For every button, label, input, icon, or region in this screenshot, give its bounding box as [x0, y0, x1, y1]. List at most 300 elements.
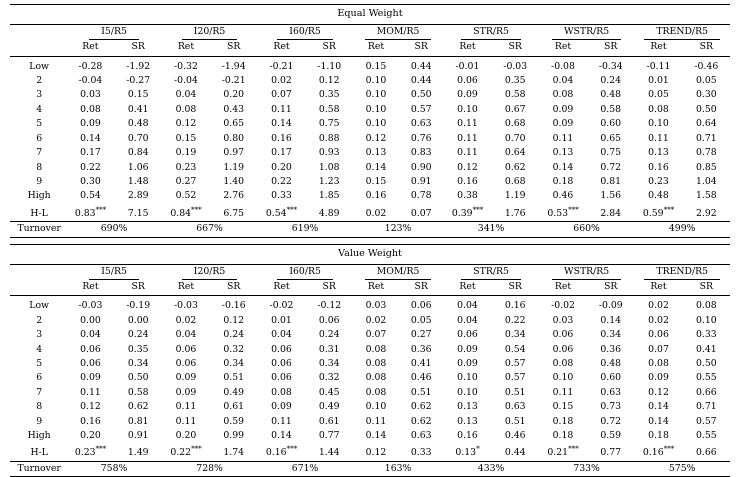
data-cell: 0.24	[600, 75, 622, 87]
group-momr5: MOM/R5	[353, 24, 443, 40]
data-cell: 0.35	[127, 343, 149, 355]
data-cell: 0.90	[410, 161, 432, 173]
data-cell: 0.24	[318, 329, 340, 341]
data-cell: 0.02	[271, 75, 292, 87]
data-cell: 0.16	[271, 132, 292, 144]
subheader-sr: SR	[587, 280, 634, 296]
group-trendr5: TREND/R5	[634, 24, 730, 40]
subheader-sr: SR	[492, 280, 539, 296]
subheader-sr: SR	[210, 280, 257, 296]
data-cell: 0.12	[365, 132, 387, 144]
group-i5r5: I5/R5	[66, 24, 162, 40]
data-cell: 0.50	[695, 357, 717, 369]
data-cell: 0.08	[552, 89, 574, 101]
data-cell: 0.64	[504, 147, 526, 159]
table-row	[10, 299, 730, 313]
subheader-ret: Ret	[443, 40, 491, 56]
data-cell-hl: 0.22***	[162, 443, 210, 461]
data-cell: 0.09	[175, 372, 197, 384]
data-cell: 0.14	[271, 429, 292, 441]
data-cell: 0.49	[223, 386, 245, 398]
significance-stars: ***	[663, 204, 675, 214]
data-cell: 0.30	[695, 89, 717, 101]
data-cell: 0.06	[175, 357, 197, 369]
data-cell: -0.03	[78, 300, 103, 312]
table-row	[10, 415, 730, 429]
row-label: High	[27, 429, 51, 441]
table-row	[10, 161, 730, 175]
subheader-ret: Ret	[634, 280, 682, 296]
data-cell: 0.44	[410, 75, 432, 87]
data-cell: 0.14	[648, 401, 669, 413]
data-cell-turnover: 758%	[66, 461, 162, 476]
data-cell: 0.19	[175, 147, 197, 159]
data-cell: 0.27	[410, 329, 432, 341]
significance-stars: ***	[568, 204, 579, 214]
table-row	[10, 146, 730, 160]
data-cell: 0.10	[365, 103, 387, 115]
data-cell: 0.63	[410, 429, 432, 441]
data-cell: 0.11	[271, 415, 292, 427]
data-cell: 0.09	[648, 372, 669, 384]
data-cell: -0.03	[503, 60, 528, 72]
data-cell: 0.15	[365, 175, 387, 187]
data-cell: 0.35	[318, 89, 340, 101]
significance-stars: ***	[191, 204, 202, 214]
data-cell: 0.62	[410, 415, 432, 427]
data-cell: 0.22	[271, 175, 292, 187]
group-strr5: STR/R5	[443, 24, 539, 40]
data-cell: 0.00	[127, 314, 149, 326]
data-cell: 0.62	[504, 161, 526, 173]
data-cell: 0.84	[127, 147, 149, 159]
subheader-ret: Ret	[353, 40, 399, 56]
data-cell: 0.55	[695, 429, 717, 441]
data-cell: 0.06	[80, 357, 101, 369]
data-cell: 0.02	[648, 314, 669, 326]
table-row	[10, 328, 730, 342]
data-cell: 0.14	[80, 132, 101, 144]
data-cell: 0.41	[695, 343, 717, 355]
data-cell: 1.40	[223, 175, 245, 187]
data-cell: 0.48	[600, 89, 622, 101]
data-cell: 0.75	[600, 147, 622, 159]
subheader-ret: Ret	[257, 280, 305, 296]
data-cell: 0.22	[504, 314, 526, 326]
data-cell: 0.57	[504, 372, 526, 384]
data-cell: 0.10	[365, 89, 387, 101]
subheader-sr: SR	[587, 40, 634, 56]
data-cell: 0.04	[80, 329, 101, 341]
data-cell: 0.08	[175, 103, 197, 115]
data-cell-hl: 0.59***	[634, 204, 682, 222]
data-cell: 1.19	[223, 161, 245, 173]
significance-stars: ***	[95, 204, 107, 214]
subheader-blank	[10, 40, 66, 56]
data-cell: 0.06	[271, 357, 292, 369]
data-cell: 0.14	[552, 161, 574, 173]
data-cell: 0.63	[410, 118, 432, 130]
subheader-sr: SR	[399, 40, 443, 56]
table-row-turnover	[10, 222, 730, 237]
row-label: 4	[36, 103, 43, 115]
data-cell-hl: 0.12	[353, 443, 399, 461]
data-cell: 0.08	[365, 343, 387, 355]
data-cell: -0.21	[221, 75, 246, 87]
data-cell: 0.46	[410, 372, 432, 384]
data-cell: 0.16	[648, 161, 669, 173]
data-cell-turnover: 341%	[443, 222, 539, 237]
data-cell: 0.12	[175, 118, 197, 130]
subheader-ret: Ret	[539, 40, 587, 56]
row-label: High	[27, 190, 51, 202]
subheader-sr: SR	[683, 280, 730, 296]
table-row-hl	[10, 204, 730, 222]
data-cell: -0.28	[78, 60, 103, 72]
data-cell: 0.12	[318, 75, 340, 87]
row-label: 9	[36, 175, 43, 187]
row-label: 9	[36, 415, 43, 427]
data-cell: 0.16	[457, 429, 478, 441]
group-i20r5: I20/R5	[162, 24, 258, 40]
data-cell: 0.50	[695, 103, 717, 115]
row-label-header	[10, 264, 66, 280]
group-header-row	[10, 24, 730, 40]
data-cell: 0.70	[127, 132, 149, 144]
data-cell: 0.20	[175, 429, 197, 441]
subheader-ret: Ret	[353, 280, 399, 296]
data-cell: -0.02	[269, 300, 294, 312]
panel-title-equal-weight: Equal Weight	[10, 5, 730, 24]
data-cell: 0.33	[695, 329, 717, 341]
data-cell: 0.06	[457, 75, 478, 87]
group-wstrr5: WSTR/R5	[539, 264, 635, 280]
data-cell: 0.58	[600, 103, 622, 115]
group-header-row	[10, 264, 730, 280]
data-cell: 0.68	[504, 118, 526, 130]
data-cell: 0.34	[600, 329, 622, 341]
row-label-header	[10, 24, 66, 40]
data-cell: 0.08	[552, 357, 574, 369]
data-cell: -0.03	[174, 300, 198, 312]
data-cell: 0.88	[318, 132, 340, 144]
data-cell: 0.16	[457, 175, 478, 187]
table-row	[10, 132, 730, 146]
data-cell-turnover: 163%	[353, 461, 443, 476]
data-cell: 0.08	[648, 103, 669, 115]
subheader-ret: Ret	[162, 280, 210, 296]
data-cell-hl: 0.07	[399, 204, 443, 222]
data-cell: 0.58	[504, 89, 526, 101]
data-cell-turnover: 728%	[162, 461, 258, 476]
significance-stars: ***	[568, 444, 579, 454]
table-row	[10, 371, 730, 385]
data-cell: 0.34	[127, 357, 149, 369]
data-cell: 0.61	[318, 415, 340, 427]
subheader-sr: SR	[683, 40, 730, 56]
subheader-ret: Ret	[443, 280, 491, 296]
data-cell: 0.13	[365, 147, 387, 159]
data-cell: 0.05	[410, 314, 432, 326]
data-cell: 0.36	[410, 343, 432, 355]
data-cell: 0.48	[127, 118, 149, 130]
data-cell: 0.04	[175, 329, 197, 341]
data-cell-hl: 0.13*	[443, 443, 491, 461]
data-cell: -1.92	[126, 60, 151, 72]
data-cell: 0.24	[223, 329, 245, 341]
data-cell: 0.06	[552, 329, 574, 341]
data-cell-hl: 1.76	[492, 204, 539, 222]
data-cell: 0.38	[457, 190, 478, 202]
data-cell: -0.16	[221, 300, 246, 312]
data-cell: 0.73	[600, 401, 622, 413]
data-cell: 0.15	[175, 132, 197, 144]
data-cell: 0.57	[410, 103, 432, 115]
subheader-ret: Ret	[257, 40, 305, 56]
subheader-sr: SR	[115, 40, 162, 56]
group-trendr5: TREND/R5	[634, 264, 730, 280]
data-cell: 0.08	[365, 372, 387, 384]
row-label: 6	[36, 372, 43, 384]
data-cell-hl: 0.16***	[257, 443, 305, 461]
data-cell-turnover: 733%	[539, 461, 635, 476]
data-cell-hl: 0.21***	[539, 443, 587, 461]
data-cell: 0.08	[271, 386, 292, 398]
subheader-sr: SR	[306, 280, 353, 296]
data-cell-hl: 1.44	[306, 443, 353, 461]
data-cell: 1.48	[127, 175, 149, 187]
data-cell: 0.01	[271, 314, 292, 326]
data-cell: 0.09	[175, 386, 197, 398]
data-cell-hl: 0.44	[492, 443, 539, 461]
data-cell: 0.13	[552, 147, 574, 159]
row-label: 8	[36, 161, 43, 173]
data-cell: 0.08	[648, 357, 669, 369]
data-cell: 0.34	[223, 357, 245, 369]
row-label: 3	[36, 329, 43, 341]
data-cell: 0.36	[600, 343, 622, 355]
data-cell-hl: 0.84***	[162, 204, 210, 222]
data-cell: 0.06	[271, 372, 292, 384]
data-cell: 0.80	[223, 132, 245, 144]
data-cell: -0.04	[174, 75, 198, 87]
significance-stars: ***	[191, 444, 202, 454]
data-cell: 0.08	[365, 357, 387, 369]
data-cell-hl: 0.53***	[539, 204, 587, 222]
data-cell: 0.11	[457, 132, 478, 144]
data-cell: 0.61	[223, 401, 245, 413]
data-cell: 1.85	[318, 190, 340, 202]
data-cell: 0.93	[318, 147, 340, 159]
data-cell: 0.10	[365, 75, 387, 87]
data-cell: -0.11	[646, 60, 671, 72]
data-cell: 0.11	[271, 103, 292, 115]
data-cell: 0.43	[223, 103, 245, 115]
data-cell: -0.34	[598, 60, 623, 72]
data-cell: 0.72	[600, 415, 622, 427]
subheader-ret: Ret	[634, 40, 682, 56]
data-cell: 0.13	[648, 147, 669, 159]
data-cell: 0.08	[695, 300, 717, 312]
data-cell-hl: 0.39***	[443, 204, 491, 222]
data-cell: 0.59	[223, 415, 245, 427]
data-cell: 0.58	[127, 386, 149, 398]
data-cell: -0.04	[78, 75, 103, 87]
data-cell-hl: 0.54***	[257, 204, 305, 222]
data-cell-turnover: 671%	[257, 461, 353, 476]
row-label: H-L	[10, 204, 66, 222]
data-cell: 1.58	[695, 190, 717, 202]
data-cell: 0.11	[552, 132, 574, 144]
data-cell: 0.20	[271, 161, 292, 173]
data-cell: 0.60	[600, 372, 622, 384]
data-cell: 0.62	[127, 401, 149, 413]
data-cell: 0.10	[648, 118, 669, 130]
data-cell: 0.23	[175, 161, 197, 173]
group-i60r5: I60/R5	[257, 264, 353, 280]
table-row-turnover	[10, 461, 730, 476]
data-cell: -0.12	[317, 300, 342, 312]
data-cell: -0.08	[551, 60, 575, 72]
data-cell: 0.78	[410, 190, 432, 202]
table-row-hl	[10, 443, 730, 461]
data-cell: 0.57	[695, 415, 717, 427]
data-cell: 0.17	[271, 147, 292, 159]
data-cell: 0.18	[552, 175, 574, 187]
data-cell: -1.94	[221, 60, 246, 72]
data-cell: 0.03	[552, 314, 574, 326]
data-cell: 0.20	[223, 89, 245, 101]
data-cell-hl: 7.15	[115, 204, 162, 222]
data-cell: 0.09	[271, 401, 292, 413]
data-cell-turnover: 667%	[162, 222, 258, 237]
data-cell: 0.04	[552, 75, 574, 87]
data-cell-hl: 0.02	[353, 204, 399, 222]
table-row	[10, 117, 730, 131]
data-cell: 0.97	[223, 147, 245, 159]
data-cell: 0.58	[318, 103, 340, 115]
panel-equal-weight	[10, 4, 730, 238]
data-cell: 0.03	[365, 300, 387, 312]
data-cell-hl: 4.89	[306, 204, 353, 222]
data-cell: 0.60	[600, 118, 622, 130]
data-cell: 0.06	[410, 300, 432, 312]
significance-stars: ***	[95, 444, 107, 454]
table-row	[10, 60, 730, 74]
data-cell: 0.83	[410, 147, 432, 159]
data-cell: -0.01	[455, 60, 480, 72]
data-cell: 0.11	[365, 415, 387, 427]
row-label: 2	[36, 75, 43, 87]
data-cell: 0.05	[648, 89, 669, 101]
data-cell: 0.08	[80, 103, 101, 115]
data-cell: 0.77	[318, 429, 340, 441]
data-cell: 0.71	[695, 401, 717, 413]
row-label: Low	[29, 300, 50, 312]
row-label: 2	[36, 314, 43, 326]
data-cell: 0.10	[695, 314, 717, 326]
data-cell: 0.81	[127, 415, 149, 427]
data-cell: 0.02	[175, 314, 197, 326]
data-cell: 1.08	[318, 161, 340, 173]
data-cell: 0.00	[80, 314, 101, 326]
data-cell: 0.72	[600, 161, 622, 173]
data-cell-turnover: 660%	[539, 222, 635, 237]
data-cell: 0.09	[552, 118, 574, 130]
significance-stars: ***	[286, 204, 298, 214]
data-cell: 0.65	[223, 118, 245, 130]
data-cell: -0.27	[126, 75, 151, 87]
data-cell: -0.46	[694, 60, 719, 72]
data-cell: 0.17	[80, 147, 101, 159]
data-cell: 0.16	[80, 415, 101, 427]
group-momr5: MOM/R5	[353, 264, 443, 280]
data-cell: 0.66	[695, 386, 717, 398]
data-cell: 0.11	[552, 386, 574, 398]
table-row	[10, 343, 730, 357]
data-cell: 0.65	[600, 132, 622, 144]
data-cell: -0.09	[598, 300, 623, 312]
data-cell: 0.57	[504, 357, 526, 369]
data-cell: 0.07	[271, 89, 292, 101]
significance-stars: ***	[472, 204, 484, 214]
data-cell: 0.04	[271, 329, 292, 341]
significance-stars: *	[476, 444, 480, 454]
subheader-row	[10, 40, 730, 56]
row-label: Low	[29, 60, 50, 72]
data-cell: 0.07	[648, 343, 669, 355]
data-cell: 0.54	[504, 343, 526, 355]
data-cell: 0.71	[695, 132, 717, 144]
data-cell: 0.23	[648, 175, 669, 187]
data-cell: 0.09	[457, 89, 478, 101]
data-cell: 0.12	[648, 386, 669, 398]
data-cell: 0.06	[552, 343, 574, 355]
data-cell: -0.21	[269, 60, 294, 72]
data-cell: 0.22	[80, 161, 101, 173]
data-cell: 0.91	[410, 175, 432, 187]
data-cell: 0.35	[504, 75, 526, 87]
data-cell: 0.09	[80, 118, 101, 130]
data-cell: 0.11	[457, 118, 478, 130]
data-cell-turnover: 619%	[257, 222, 353, 237]
data-cell: 0.06	[648, 329, 669, 341]
data-cell: 0.13	[457, 415, 478, 427]
data-cell: 0.12	[223, 314, 245, 326]
data-cell: 0.01	[648, 75, 669, 87]
data-cell: 0.32	[223, 343, 245, 355]
subheader-ret: Ret	[66, 280, 114, 296]
data-cell: 0.16	[504, 300, 526, 312]
data-cell: 0.54	[80, 190, 101, 202]
data-cell: 0.63	[504, 401, 526, 413]
data-cell: 1.19	[504, 190, 526, 202]
data-cell: 0.06	[175, 343, 197, 355]
data-cell: 0.68	[504, 175, 526, 187]
data-cell: 0.02	[365, 314, 387, 326]
data-cell: 0.04	[457, 314, 478, 326]
data-cell-hl: 6.75	[210, 204, 257, 222]
data-cell-hl: 2.92	[683, 204, 730, 222]
data-cell: 0.09	[457, 357, 478, 369]
data-cell: 0.02	[648, 300, 669, 312]
data-cell: 0.09	[80, 372, 101, 384]
data-cell: 0.14	[600, 314, 622, 326]
data-cell-hl: 1.49	[115, 443, 162, 461]
subheader-row	[10, 280, 730, 296]
data-cell: 0.70	[504, 132, 526, 144]
subheader-sr: SR	[492, 40, 539, 56]
